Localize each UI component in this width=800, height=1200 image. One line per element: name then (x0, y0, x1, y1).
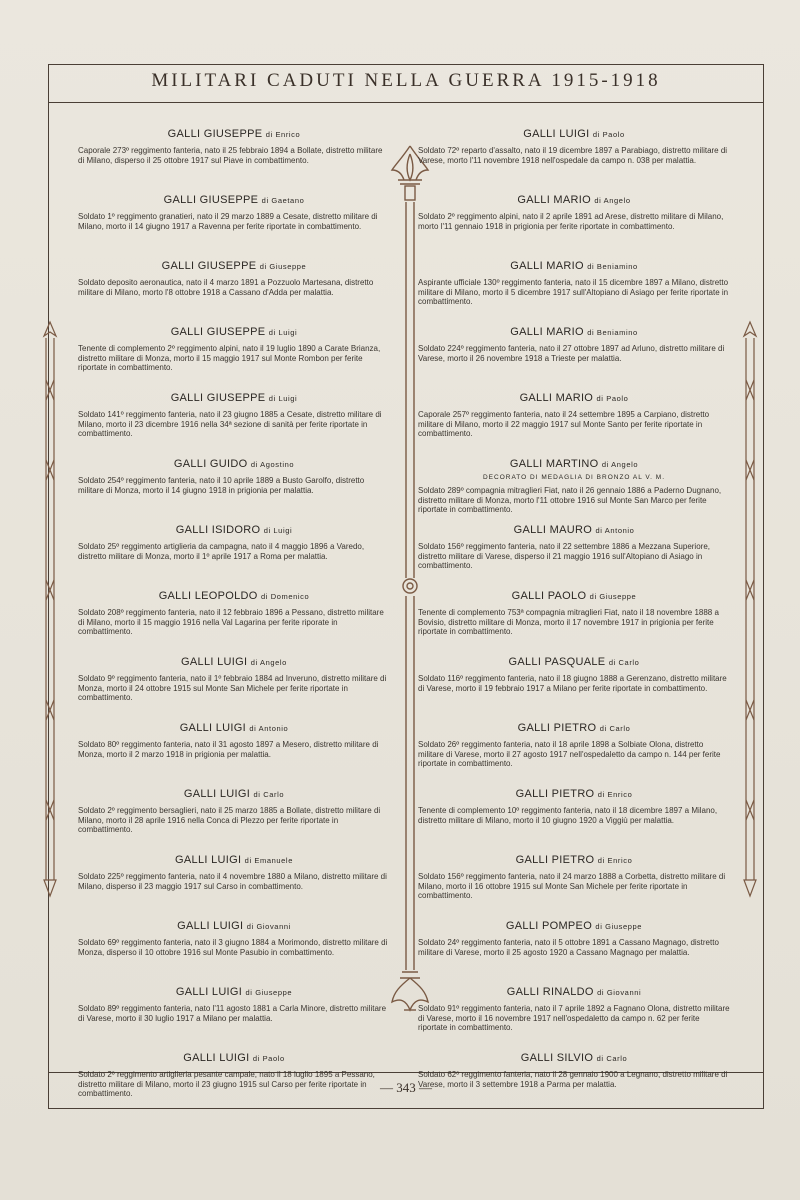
casualty-name (418, 128, 730, 140)
casualty-details: Soldato 116º reggimento fanteria, nato il 18 giugno 1888 a Gerenzano, distretto militare di Varese, morto il 19 febbraio 1917 a Milano per ferite riportate in combattimento. (418, 674, 727, 693)
patronymic: di Enrico (597, 856, 633, 865)
casualty-details: Soldato 225º reggimento fanteria, nato il 4 novembre 1880 a Milano, distretto militare di Milano, disperso il 23 maggio 1917 sul Carso in combattimento. (78, 872, 387, 891)
casualty-name (418, 986, 730, 998)
casualty-name (78, 986, 390, 998)
casualty-entry (418, 392, 730, 439)
casualty-name (418, 524, 730, 536)
casualty-entry (418, 524, 730, 571)
casualty-entry (418, 920, 730, 957)
casualty-details: Soldato 9º reggimento fanteria, nato il 1º febbraio 1884 ad Inveruno, distretto militare di Monza, morto il 24 ottobre 1915 sul Monte San Michele per ferite riportate in combattimento. (78, 674, 387, 702)
casualty-details: Soldato 224º reggimento fanteria, nato il 27 ottobre 1897 ad Arluno, distretto militare di Varese, morto il 26 novembre 1918 a Trieste per malattia. (418, 344, 725, 363)
casualty-entry (418, 788, 730, 825)
casualty-details: Soldato 156º reggimento fanteria, nato il 22 settembre 1886 a Mezzana Superiore, distretto militare di Varese, disperso il 21 maggio 1916 sull'Altopiano di Asiago in combattimento. (418, 542, 710, 570)
surname-given: GALLI ISIDORO (175, 524, 261, 536)
surname-given: GALLI SILVIO (520, 1052, 594, 1064)
casualty-entry (418, 854, 730, 901)
patronymic: di Paolo (252, 1054, 285, 1063)
casualty-name (418, 722, 730, 734)
casualty-details: Soldato 289º compagnia mitraglieri Fiat, nato il 26 gennaio 1886 a Paderno Dugnano, distretto militare di Monza, morto l'11 ottobre 1916 sul Monte San Marco per ferite riportate in combattimento. (418, 486, 722, 514)
patronymic: di Domenico (261, 592, 310, 601)
casualty-details: Soldato 25º reggimento artiglieria da campagna, nato il 4 maggio 1896 a Varedo, distretto militare di Monza, morto il 1º aprile 1917 a Roma per malattia. (78, 542, 365, 561)
casualty-entry (418, 194, 730, 231)
casualty-entry (78, 590, 390, 637)
decoration-note: DECORATO DI MEDAGLIA DI BRONZO AL V. M. (482, 474, 666, 481)
patronymic: di Giovanni (246, 922, 291, 931)
casualty-details: Aspirante ufficiale 130º reggimento fanteria, nato il 15 dicembre 1897 a Milano, distretto militare di Milano, morto il 5 dicembre 1917 sull'Altopiano di Asiago per ferite riportate in combattimento. (418, 278, 729, 306)
casualty-details: Soldato 2º reggimento bersaglieri, nato il 25 marzo 1885 a Bollate, distretto militare di Milano, morto il 28 aprile 1916 nella Conca di Plezzo per ferite riportate in combattimento. (78, 806, 381, 834)
casualty-name (418, 788, 730, 800)
casualty-details: Caporale 273º reggimento fanteria, nato il 25 febbraio 1894 a Bollate, distretto militare di Milano, disperso il 25 ottobre 1917 sul Piave in combattimento. (78, 146, 383, 165)
patronymic: di Paolo (592, 130, 625, 139)
patronymic: di Giuseppe (259, 262, 307, 271)
casualty-entry (418, 656, 730, 693)
casualty-entry (78, 128, 390, 165)
surname-given: GALLI GUIDO (173, 458, 248, 470)
casualty-name (78, 326, 390, 338)
casualty-entry (78, 458, 390, 495)
casualty-name (418, 854, 730, 866)
patronymic: di Gaetano (261, 196, 305, 205)
left-lance-ornament (38, 320, 62, 900)
header-rule (48, 102, 764, 103)
casualty-name (78, 656, 390, 668)
patronymic: di Luigi (263, 526, 293, 535)
casualty-details: Soldato 156º reggimento fanteria, nato il 24 marzo 1888 a Corbetta, distretto militare di Milano, morto il 16 ottobre 1915 sul Monte San Michele per ferite riportate in combattimento. (418, 872, 726, 900)
casualty-name (418, 590, 730, 602)
patronymic: di Angelo (250, 658, 287, 667)
casualty-name (418, 920, 730, 932)
casualty-name (78, 194, 390, 206)
casualty-name (78, 920, 390, 932)
surname-given: GALLI GIUSEPPE (161, 260, 257, 272)
casualty-details: Soldato 72º reparto d'assalto, nato il 19 dicembre 1897 a Parabiago, distretto militare di Varese, morto l'11 novembre 1918 nell'ospedale da campo n. 038 per malattia. (418, 146, 728, 165)
casualty-entry (78, 326, 390, 373)
casualty-entry (78, 656, 390, 703)
casualty-name (78, 260, 390, 272)
casualty-entry (418, 326, 730, 363)
surname-given: GALLI LUIGI (175, 986, 243, 998)
surname-given: GALLI RINALDO (506, 986, 594, 998)
patronymic: di Luigi (268, 328, 298, 337)
casualty-name (418, 1052, 730, 1064)
casualty-details: Soldato deposito aeronautica, nato il 4 marzo 1891 a Pozzuolo Martesana, distretto militare di Milano, morto l'8 ottobre 1918 a Cassano d'Adda per malattia. (78, 278, 374, 297)
casualty-details: Soldato 1º reggimento granatieri, nato il 29 marzo 1889 a Cesate, distretto militare di Milano, morto il 14 giugno 1917 a Ravenna per ferite riportate in combattimento. (78, 212, 378, 231)
casualty-name (78, 524, 390, 536)
surname-given: GALLI GIUSEPPE (167, 128, 263, 140)
casualty-entry (418, 128, 730, 165)
patronymic: di Antonio (595, 526, 635, 535)
page-number: — 343 — (380, 1080, 432, 1095)
surname-given: GALLI LUIGI (183, 1052, 250, 1064)
surname-given: GALLI LUIGI (183, 788, 251, 800)
patronymic: di Carlo (608, 658, 640, 667)
casualty-details: Soldato 62º reggimento fanteria, nato il 28 gennaio 1900 a Legnano, distretto militare di Varese, morto il 3 settembre 1918 a Parma per malattia. (418, 1070, 728, 1089)
casualty-details: Soldato 141º reggimento fanteria, nato il 23 giugno 1885 a Cesate, distretto militare di Milano, morto il 23 dicembre 1916 nella 34ª sezione di sanità per ferite riportate in combattimento. (78, 410, 382, 438)
casualty-entry (78, 920, 390, 957)
casualty-details: Tenente di complemento 2º reggimento alpini, nato il 19 luglio 1890 a Carate Brianza, distretto militare di Monza, morto il 15 maggio 1917 sul Monte Rombon per ferite riportate in combattimento. (78, 344, 381, 372)
patronymic: di Angelo (601, 460, 639, 469)
casualty-name (78, 392, 390, 404)
casualty-name (78, 128, 390, 140)
casualty-entry (78, 194, 390, 231)
page-title: MILITARI CADUTI NELLA GUERRA 1915-1918 (151, 70, 661, 91)
surname-given: GALLI LUIGI (177, 920, 244, 932)
casualty-entry (418, 986, 730, 1033)
surname-given: GALLI MARTINO (509, 458, 599, 470)
casualty-name (78, 590, 390, 602)
casualty-entry (78, 722, 390, 759)
surname-given: GALLI PIETRO (517, 722, 597, 734)
surname-given: GALLI MARIO (519, 392, 594, 404)
casualty-name (418, 260, 730, 272)
patronymic: di Giuseppe (589, 592, 637, 601)
surname-given: GALLI MARIO (510, 326, 584, 338)
casualty-details: Tenente di complemento 753ª compagnia mitraglieri Fiat, nato il 18 novembre 1888 a Bovisio, distretto militare di Monza, morto il 17 novembre 1917 in prigionia per ferite riportate in combattimento. (418, 608, 719, 636)
surname-given: GALLI PAOLO (511, 590, 587, 602)
patronymic: di Angelo (594, 196, 631, 205)
casualty-name (78, 722, 390, 734)
patronymic: di Carlo (596, 1054, 628, 1063)
patronymic: di Enrico (597, 790, 633, 799)
patronymic: di Agostino (250, 460, 295, 469)
patronymic: di Antonio (249, 724, 289, 733)
patronymic: di Giuseppe (245, 988, 293, 997)
casualty-details: Soldato 89º reggimento fanteria, nato l'11 agosto 1881 a Carla Minore, distretto militare di Varese, morto il 30 luglio 1917 a Milano per malattia. (78, 1004, 387, 1023)
right-lance-ornament (738, 320, 762, 900)
casualty-details: Soldato 208º reggimento fanteria, nato il 12 febbraio 1896 a Pessano, distretto militare di Milano, morto il 15 maggio 1916 nella Val Lagarina per ferite riporate in combattimento. (78, 608, 384, 636)
patronymic: di Carlo (253, 790, 285, 799)
patronymic: di Enrico (265, 130, 301, 139)
surname-given: GALLI LUIGI (523, 128, 590, 140)
casualty-details: Soldato 69º reggimento fanteria, nato il 3 giugno 1884 a Morimondo, distretto militare di Monza, disperso il 10 ottobre 1916 sul Monte Pasubio in combattimento. (78, 938, 388, 957)
casualty-entry (78, 392, 390, 439)
patronymic: di Emanuele (244, 856, 293, 865)
casualty-details: Soldato 2º reggimento artiglieria pesante campale, nato il 18 luglio 1895 a Pessano, distretto militare di Milano, morto il 23 giugno 1915 sul Carso per ferite riportate in combattimento. (78, 1070, 375, 1098)
casualty-details: Soldato 254º reggimento fanteria, nato il 10 aprile 1889 a Busto Garolfo, distretto militare di Monza, morto il 14 giugno 1918 in prigionia per malattia. (78, 476, 365, 495)
casualty-name (418, 194, 730, 206)
casualty-entry (78, 524, 390, 561)
patronymic: di Carlo (599, 724, 631, 733)
casualty-entry (78, 788, 390, 835)
casualty-entry (78, 986, 390, 1023)
patronymic: di Paolo (596, 394, 629, 403)
casualty-details: Soldato 2º reggimento alpini, nato il 2 aprile 1891 ad Arese, distretto militare di Milano, morto l'11 gennaio 1918 in prigionia per ferite riportate in combattimento. (418, 212, 724, 231)
surname-given: GALLI MARIO (510, 260, 584, 272)
casualty-details: Soldato 26º reggimento fanteria, nato il 18 aprile 1898 a Solbiate Olona, distretto militare di Varese, morto il 27 agosto 1917 nell'ospedaletto da campo n. 144 per ferite riportate in combattimento. (418, 740, 721, 768)
surname-given: GALLI LEOPOLDO (158, 590, 258, 602)
casualty-name (418, 326, 730, 338)
surname-given: GALLI GIUSEPPE (170, 326, 266, 338)
surname-given: GALLI GIUSEPPE (163, 194, 259, 206)
casualty-name (418, 392, 730, 404)
surname-given: GALLI MARIO (517, 194, 591, 206)
surname-given: GALLI PASQUALE (508, 656, 606, 668)
surname-given: GALLI LUIGI (175, 854, 242, 866)
casualty-entry (78, 854, 390, 891)
patronymic: di Beniamino (587, 328, 638, 337)
casualty-name (78, 788, 390, 800)
casualty-entry (418, 260, 730, 307)
casualty-entry (418, 722, 730, 769)
surname-given: GALLI LUIGI (181, 656, 248, 668)
surname-given: GALLI PIETRO (515, 788, 595, 800)
surname-given: GALLI MAURO (513, 524, 593, 536)
surname-given: GALLI LUIGI (179, 722, 246, 734)
casualty-details: Soldato 80º reggimento fanteria, nato il 31 agosto 1897 a Mesero, distretto militare di Monza, morto il 2 marzo 1918 in prigionia per malattia. (78, 740, 379, 759)
casualty-details: Caporale 257º reggimento fanteria, nato il 24 settembre 1895 a Carpiano, distretto militare di Milano, morto il 22 maggio 1917 sul Monte Santo per ferite riportate in combattimento. (418, 410, 710, 438)
surname-given: GALLI GIUSEPPE (170, 392, 266, 404)
casualty-details: Soldato 24º reggimento fanteria, nato il 5 ottobre 1891 a Cassano Magnago, distretto militare di Varese, morto il 25 agosto 1920 a Cassano Magnago per malattia. (418, 938, 719, 957)
patronymic: di Luigi (268, 394, 298, 403)
casualty-entry (418, 590, 730, 637)
casualty-name (78, 854, 390, 866)
casualty-name (78, 458, 390, 470)
casualty-entry (78, 260, 390, 297)
patronymic: di Giovanni (597, 988, 642, 997)
casualty-entry (418, 458, 730, 515)
surname-given: GALLI POMPEO (505, 920, 593, 932)
casualty-name (418, 656, 730, 668)
casualty-name (418, 458, 730, 470)
casualty-name (78, 1052, 390, 1064)
surname-given: GALLI PIETRO (515, 854, 595, 866)
casualty-details: Tenente di complemento 10º reggimento fanteria, nato il 18 dicembre 1897 a Milano, distretto militare di Milano, morto il 10 giugno 1920 a Viggiù per malattia. (418, 806, 718, 825)
patronymic: di Giuseppe (595, 922, 643, 931)
casualty-details: Soldato 91º reggimento fanteria, nato il 7 aprile 1892 a Fagnano Olona, distretto militare di Varese, morto il 16 novembre 1917 nell'ospedaletto da campo n. 62 per ferite riportate in combattimento. (418, 1004, 730, 1032)
patronymic: di Beniamino (587, 262, 638, 271)
